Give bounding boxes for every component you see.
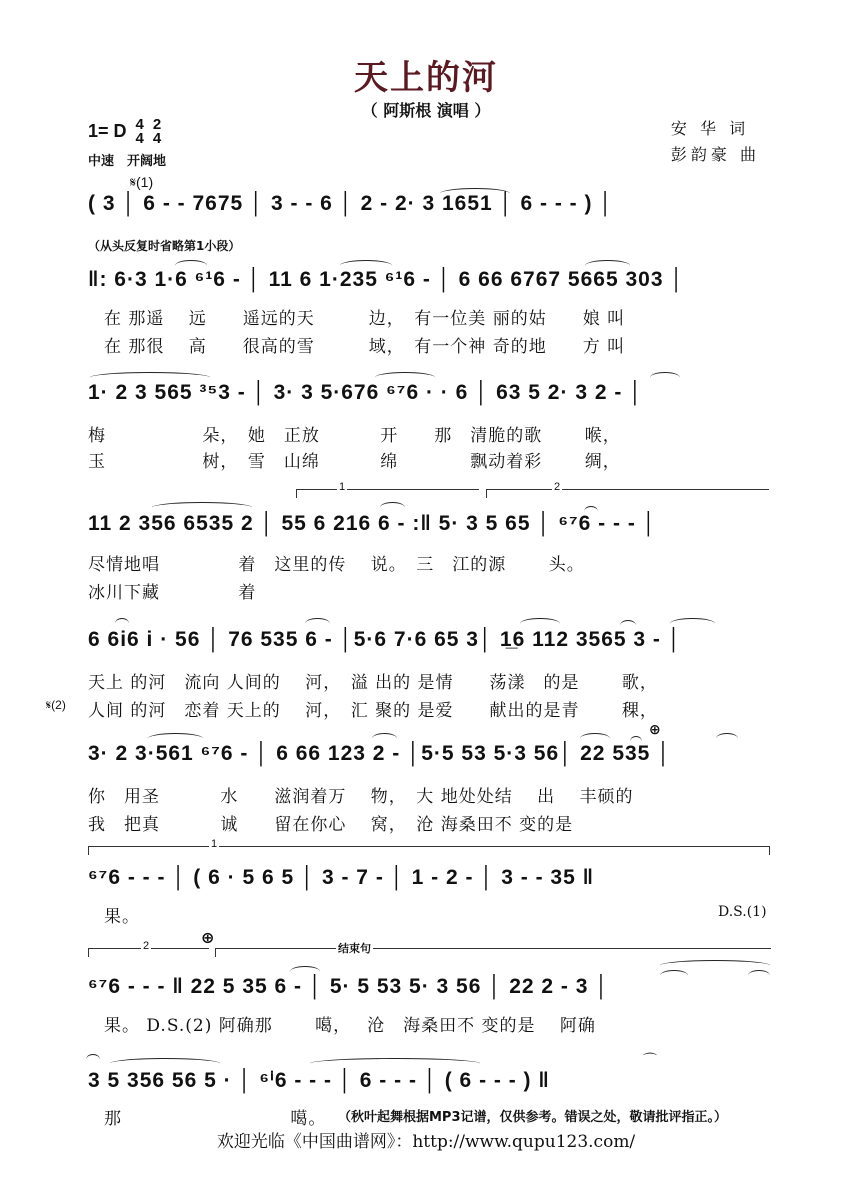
time-signature-4-4: 4 4 [135, 116, 144, 147]
key-signature [88, 118, 161, 146]
coda-icon: ⊕ [201, 930, 215, 947]
volta-bracket-2: 2 [88, 948, 209, 957]
key-label: 1= D [88, 120, 127, 141]
lyrics-verse-2: 人间 的河 恋着 天上的 河， 汇 聚的 是爱 献出的是青 稞， [88, 701, 658, 721]
notation-line: 3 5 356 56 5 · │ ⁶ⁱ6 - - - │ 6 - - - │ ( 6 - - - ) ‖ [88, 1069, 550, 1092]
lyricist: 安 华 词 [670, 119, 750, 138]
notation-line: ⁶⁷6 - - - │ ( 6 · 5 6 5 │ 3 - 7 - │ 1 - 2 - │ 3 - - 35 ‖ [88, 866, 595, 889]
volta-bracket-2: 2 [486, 489, 769, 498]
lyrics-verse-1: 那 噶。 [104, 1109, 327, 1129]
song-title: 天上的河 [354, 58, 498, 98]
lyrics-verse-2: 冰川下藏 着 [88, 583, 257, 603]
time-signature-2-4: 2 4 [152, 116, 162, 147]
tempo-marking: 中速 开阔地 [88, 154, 167, 169]
volta-bracket-1: 1 [88, 846, 770, 855]
lyrics-verse-1: 你 用圣 水 滋润着万 物， 大 地处处结 出 丰硕的 [88, 787, 634, 807]
notation-line: ⁶⁷6 - - - ‖ 22 5 35 6 - │ 5· 5 53 5· 3 56 │ 22 2 - 3 │ [88, 975, 610, 998]
lyrics-verse-1: 果。 D.S.(2) 阿确那 噶， 沧 海桑田不 变的是 阿确 [104, 1016, 596, 1036]
credits [671, 116, 760, 168]
fermata-icon: ⌒ [643, 1052, 657, 1068]
lyrics-verse-1: 果。 [104, 907, 140, 927]
transcription-disclaimer: （秋叶起舞根据MP3记谱，仅供参考。错误之处，敬请批评指正。） [338, 1110, 728, 1125]
coda-icon: ⊕ [649, 721, 661, 737]
dal-segno-1: D.S.(1) [718, 904, 767, 920]
lyrics-verse-1: 天上 的河 流向 人间的 河， 溢 出的 是情 荡漾 的是 歌， [88, 673, 658, 693]
lyrics-verse-1: 在 那遥 远 遥远的天 边， 有一位美 丽的姑 娘 叫 [104, 309, 626, 329]
composer: 彭韵豪 曲 [670, 145, 760, 164]
lyrics-verse-2: 玉 树， 雪 山绵 绵 飘动着彩 绸， [88, 452, 621, 472]
notation-line: 3· 2 3·561 ⁶⁷6 - │ 6 66 123 2 - │5·5 53 5·3 56│ 22 535 │ [88, 742, 672, 765]
notation-line: 11 2 356 6535 2 │ 55 6 216 6 - :‖ 5· 3 5 65 │ ⁶⁷6 - - - │ [88, 512, 657, 535]
notation-line: 1· 2 3 565 ³⁵3 - │ 3· 3 5·676 ⁶⁷6 · · 6 │ 63 5 2· 3 2 - │ [88, 381, 644, 404]
volta-bracket-1: 1 [296, 489, 479, 498]
notation-line: ( 3 │ 6 - - 7675 │ 3 - - 6 │ 2 - 2· 3 1651 │ 6 - - - ) │ [88, 192, 614, 215]
ending-bracket: 结束句 [215, 948, 771, 957]
slur [86, 1054, 100, 1065]
lyrics-verse-2: 我 把真 诚 留在你心 窝， 沧 海桑田不 变的是 [88, 815, 574, 835]
lyrics-verse-1: 尽情地唱 着 这里的传 说。 三 江的源 头。 [88, 555, 585, 575]
site-footer: 欢迎光临《中国曲谱网》：http://www.qupu123.com/ [216, 1132, 636, 1152]
notation-line: 6 6i6 i · 56 │ 76 535 6 - │5·6 7·6 65 3│ 1̲6 112 3565 3 - │ [88, 628, 682, 651]
lyrics-verse-1: 梅 朵， 她 正放 开 那 清脆的歌 喉， [88, 426, 621, 446]
performer-credit: （ 阿斯根 演唱 ） [361, 101, 491, 120]
notation-line: ‖: 6·3 1·6 ⁶¹6 - │ 11 6 1·235 ⁶¹6 - │ 6 66 6767 5665 303 │ [88, 268, 685, 291]
segno-2-icon: 𝄋(2) [46, 698, 66, 712]
repeat-note: （从头反复时省略第1小段） [88, 239, 241, 253]
lyrics-verse-2: 在 那很 高 很高的雪 域， 有一个神 奇的地 方 叫 [104, 337, 626, 357]
segno-1-icon: 𝄋(1) [130, 174, 154, 190]
